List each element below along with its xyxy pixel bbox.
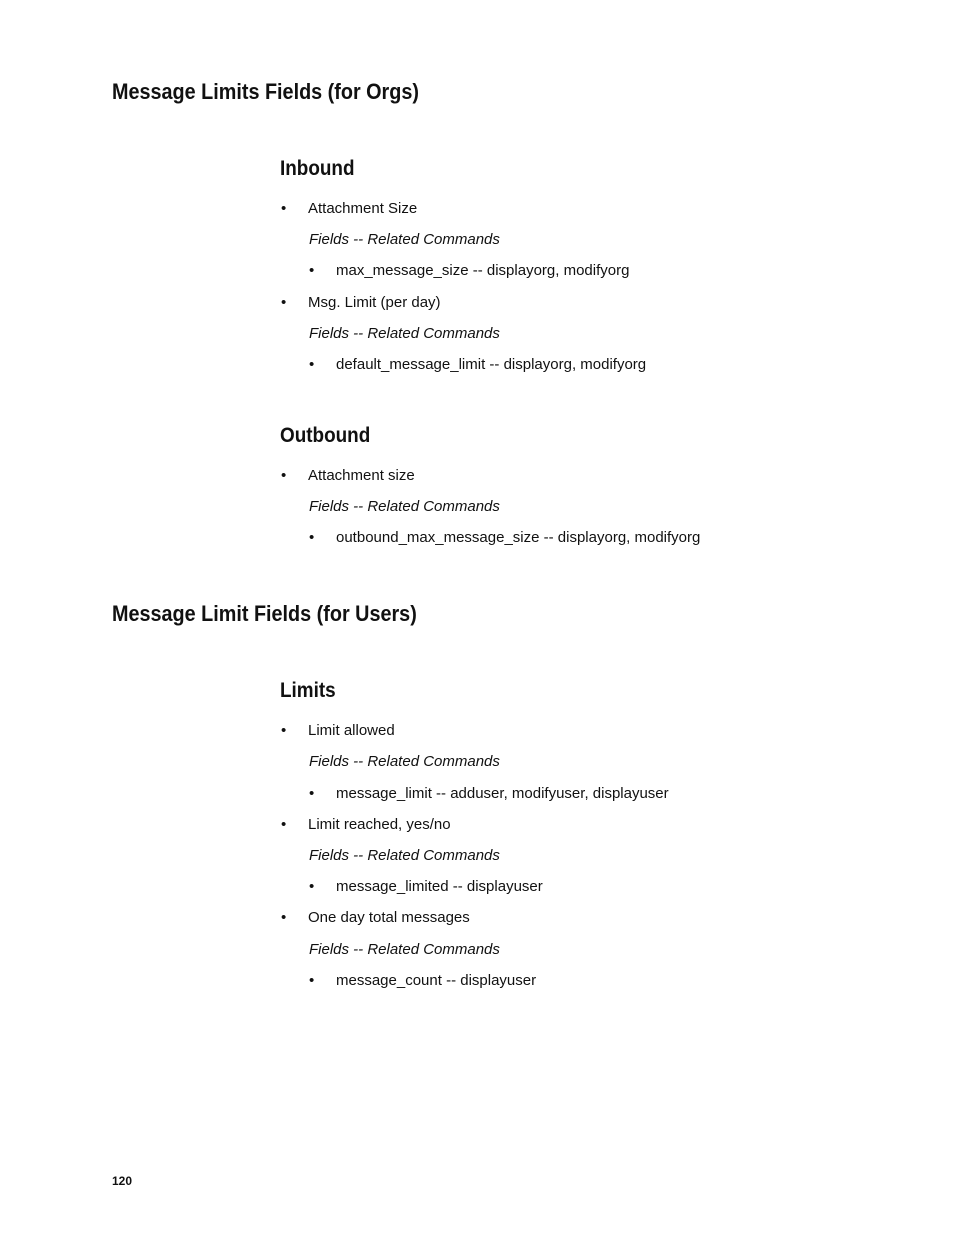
list-item-label: Limit reached, yes/no (308, 816, 451, 833)
bullet-marker: • (309, 356, 315, 373)
page-number: 120 (112, 1174, 133, 1188)
inbound-heading: Inbound (280, 157, 355, 180)
list-item-label: Msg. Limit (per day) (308, 294, 441, 311)
bullet-marker: • (281, 909, 287, 926)
limits-heading: Limits (280, 679, 336, 702)
bullet-marker: • (309, 972, 315, 989)
outbound-heading: Outbound (280, 424, 371, 447)
fields-caption: Fields -- Related Commands (309, 498, 500, 515)
bullet-marker: • (309, 878, 315, 895)
fields-caption: Fields -- Related Commands (309, 231, 500, 248)
bullet-marker: • (281, 722, 287, 739)
field-command-item: max_message_size -- displayorg, modifyorg (336, 262, 630, 279)
bullet-marker: • (281, 200, 287, 217)
fields-caption: Fields -- Related Commands (309, 325, 500, 342)
bullet-marker: • (281, 816, 287, 833)
fields-caption: Fields -- Related Commands (309, 753, 500, 770)
list-item-label: One day total messages (308, 909, 470, 926)
orgs-section-heading: Message Limits Fields (for Orgs) (112, 79, 419, 104)
bullet-marker: • (281, 294, 287, 311)
bullet-marker: • (309, 529, 315, 546)
field-command-item: default_message_limit -- displayorg, modifyorg (336, 356, 647, 373)
list-item-label: Limit allowed (308, 722, 395, 739)
field-command-item: message_limited -- displayuser (336, 878, 543, 895)
field-command-item: message_count -- displayuser (336, 972, 537, 989)
bullet-marker: • (281, 467, 287, 484)
fields-caption: Fields -- Related Commands (309, 847, 500, 864)
field-command-item: message_limit -- adduser, modifyuser, displayuser (336, 785, 669, 802)
list-item-label: Attachment Size (308, 200, 418, 217)
fields-caption: Fields -- Related Commands (309, 941, 500, 958)
bullet-marker: • (309, 785, 315, 802)
users-section-heading: Message Limit Fields (for Users) (112, 601, 417, 626)
field-command-item: outbound_max_message_size -- displayorg, modifyorg (336, 529, 701, 546)
list-item-label: Attachment size (308, 467, 415, 484)
bullet-marker: • (309, 262, 315, 279)
